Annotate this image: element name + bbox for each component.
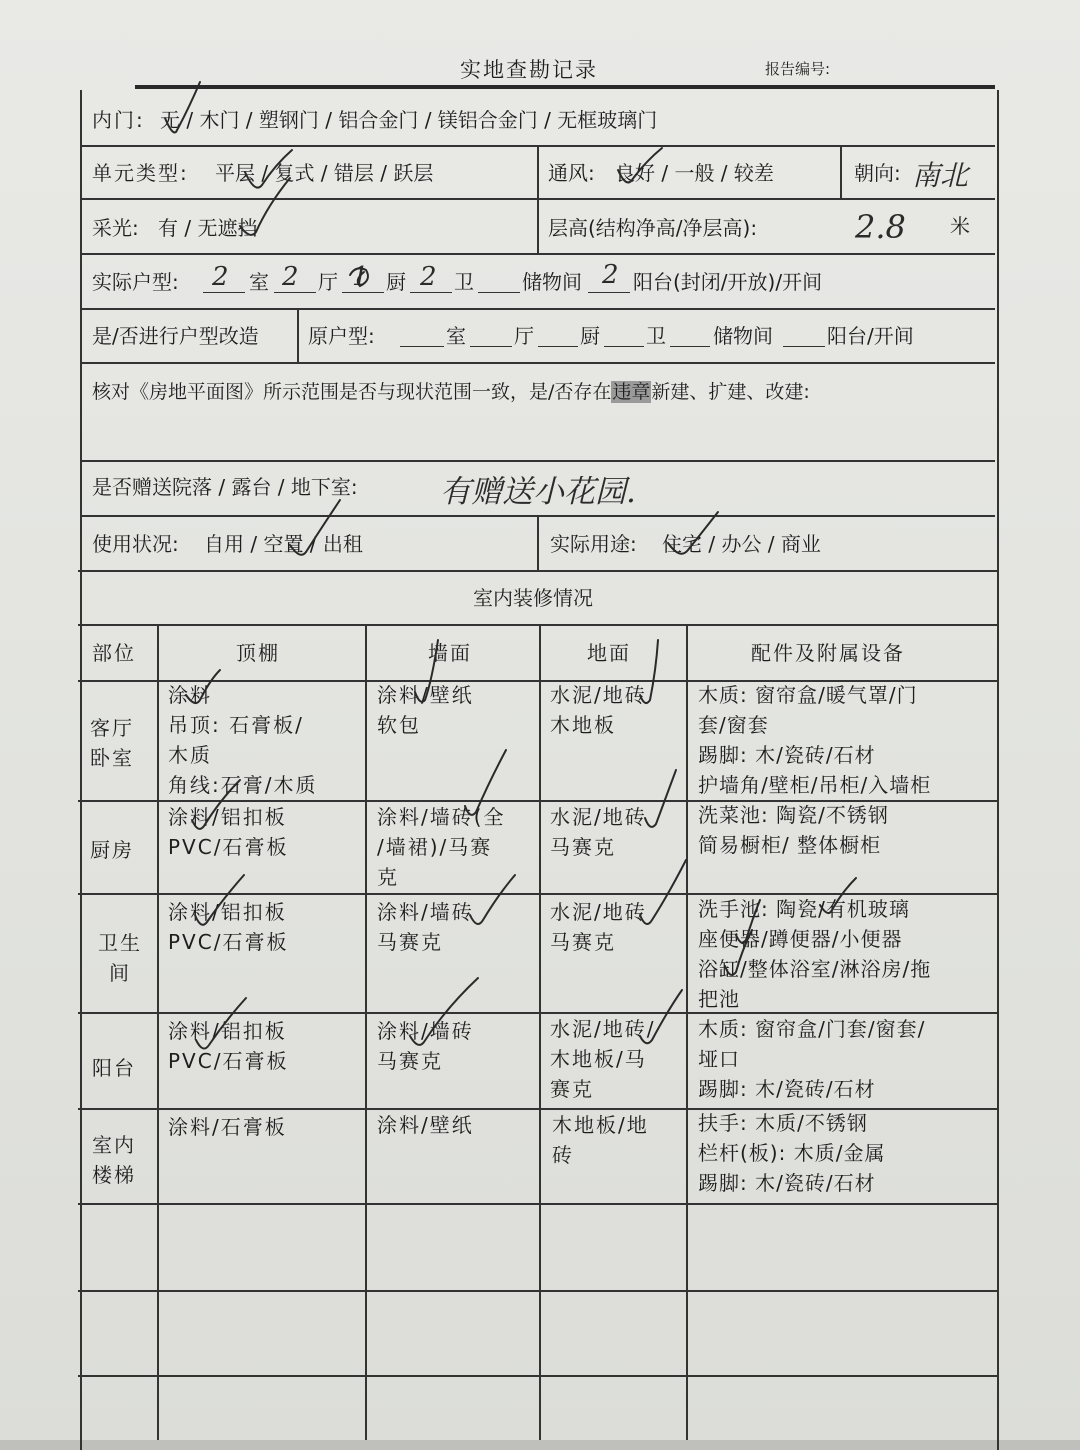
header-wall: 墙面 — [428, 641, 472, 665]
check-text-post: 新建、扩建、改建: — [651, 381, 810, 403]
orig-room-unit: 室 — [446, 324, 466, 348]
top-rule — [135, 85, 995, 89]
wall-bathroom: 涂料/墙砖 马赛克 — [377, 900, 474, 954]
blank-line — [783, 346, 825, 347]
fittings-kitchen: 洗菜池: 陶瓷/不锈钢 简易橱柜/ 整体橱柜 — [698, 803, 889, 857]
floor-living: 水泥/地砖 木地板 — [550, 683, 647, 737]
header-fittings: 配件及附属设备 — [751, 641, 905, 665]
reform-label: 是/否进行户型改造 — [92, 324, 259, 348]
bath-count-handwritten: 2 — [420, 262, 437, 292]
usage-options: 自用 / 空置 / 出租 — [204, 532, 363, 556]
purpose-options: 住宅 / 办公 / 商业 — [662, 532, 821, 556]
ventilation-options: 良好 / 一般 / 较差 — [615, 161, 774, 185]
room-unit: 室 — [249, 270, 269, 294]
balcony-count-handwritten: 2 — [602, 260, 619, 290]
floor-balcony: 水泥/地砖/ 木地板/马 赛克 — [550, 1017, 656, 1101]
divider — [297, 308, 299, 362]
report-number-label: 报告编号: — [765, 60, 831, 78]
divider — [537, 515, 539, 570]
door-options: 无 / 木门 / 塑钢门 / 铝合金门 / 镁铝合金门 / 无框玻璃门 — [160, 108, 658, 132]
divider — [365, 624, 367, 1440]
ventilation-label: 通风: — [548, 161, 595, 185]
page-title: 实地查勘记录 — [460, 58, 598, 82]
blank-line — [538, 346, 578, 347]
yard-label: 是否赠送院落 / 露台 / 地下室: — [92, 475, 358, 499]
layout-label: 实际户型: — [92, 270, 179, 294]
room-count-handwritten: 2 — [212, 262, 229, 292]
blank-line — [670, 346, 710, 347]
ceiling-living: 涂料 吊顶: 石膏板/ 木质 角线:石膏/木质 — [168, 683, 318, 797]
header-floor: 地面 — [587, 641, 631, 665]
original-layout-label: 原户型: — [308, 324, 375, 348]
storage-unit: 储物间 — [522, 270, 582, 294]
check-statement — [92, 383, 810, 402]
orig-kitchen-unit: 厨 — [580, 324, 600, 348]
blank-line — [342, 292, 384, 293]
orig-storage-unit: 储物间 — [713, 324, 773, 348]
blank-line — [274, 292, 316, 293]
blank-line — [470, 346, 512, 347]
door-label: 内门: — [92, 108, 145, 132]
part-living-bedroom: 客厅 卧室 — [90, 716, 134, 770]
floor-bathroom: 水泥/地砖 马赛克 — [550, 900, 647, 954]
divider — [840, 145, 842, 198]
orig-hall-unit: 厅 — [514, 324, 534, 348]
blank-line — [588, 292, 630, 293]
wall-living: 涂料/壁纸 软包 — [377, 683, 474, 737]
ceiling-balcony: 涂料/铝扣板 PVC/石膏板 — [168, 1019, 289, 1073]
hall-count-handwritten: 2 — [282, 262, 299, 292]
purpose-label: 实际用途: — [550, 532, 637, 556]
divider — [78, 1290, 997, 1292]
orig-balcony-unit: 阳台/开间 — [827, 324, 914, 348]
orientation-label: 朝向: — [854, 161, 901, 185]
part-balcony: 阳台 — [92, 1056, 136, 1080]
part-bathroom: 卫生 间 — [98, 931, 142, 985]
usage-label: 使用状况: — [92, 532, 179, 556]
divider — [80, 253, 995, 255]
divider — [80, 308, 995, 310]
check-text-pre: 核对《房地平面图》所示范围是否与现状范围一致，是/否存在 — [92, 381, 612, 403]
divider — [78, 1203, 997, 1205]
hall-unit: 厅 — [318, 270, 338, 294]
divider — [80, 460, 995, 462]
divider — [539, 624, 541, 1440]
divider — [78, 624, 997, 626]
check-text-highlight: 违章 — [612, 381, 651, 403]
bath-unit: 卫 — [454, 270, 474, 294]
divider — [78, 1375, 997, 1377]
fittings-living: 木质: 窗帘盒/暖气罩/门 套/窗套 踢脚: 木/瓷砖/石材 护墙角/壁柜/吊柜/入墙柜 — [698, 683, 932, 797]
unit-type-label: 单元类型: — [92, 161, 189, 185]
lighting-options: 有 / 无遮挡 — [158, 216, 258, 240]
floor-stairs: 木地板/地 砖 — [552, 1113, 649, 1167]
ceiling-bathroom: 涂料/铝扣板 PVC/石膏板 — [168, 900, 289, 954]
wall-kitchen: 涂料/墙砖(全 /墙裙)/马赛 克 — [377, 805, 506, 889]
wall-stairs: 涂料/壁纸 — [377, 1113, 474, 1137]
unit-type-options: 平层 / 复式 / 错层 / 跃层 — [215, 161, 434, 185]
fittings-balcony: 木质: 窗帘盒/门套/窗套/ 垭口 踢脚: 木/瓷砖/石材 — [698, 1017, 926, 1101]
header-ceiling: 顶棚 — [236, 641, 280, 665]
floor-height-handwritten: 2.8 — [855, 208, 906, 246]
floor-height-unit: 米 — [950, 214, 970, 238]
header-part: 部位 — [92, 641, 136, 665]
divider — [537, 145, 539, 253]
balcony-unit: 阳台(封闭/开放)/开间 — [633, 270, 823, 294]
floor-height-label: 层高(结构净高/净层高): — [548, 216, 758, 240]
divider — [686, 624, 688, 1440]
part-stairs: 室内 楼梯 — [92, 1133, 136, 1187]
part-kitchen: 厨房 — [90, 838, 134, 862]
blank-line — [478, 292, 520, 293]
decoration-title: 室内装修情况 — [473, 586, 593, 610]
fittings-bathroom: 洗手池: 陶瓷/有机玻璃 座便器/蹲便器/小便器 浴缸/整体浴室/淋浴房/拖 把池 — [698, 897, 932, 1011]
wall-balcony: 涂料/墙砖 马赛克 — [377, 1019, 474, 1073]
divider — [157, 624, 159, 1440]
blank-line — [400, 346, 444, 347]
orig-bath-unit: 卫 — [646, 324, 666, 348]
fittings-stairs: 扶手: 木质/不锈钢 栏杆(板): 木质/金属 踢脚: 木/瓷砖/石材 — [698, 1111, 886, 1195]
kitchen-unit: 厨 — [386, 270, 406, 294]
yard-handwritten: 有赠送小花园. — [440, 474, 636, 510]
blank-line — [410, 292, 452, 293]
blank-line — [203, 292, 245, 293]
lighting-label: 采光: — [92, 216, 139, 240]
kitchen-count-handwritten: 1 — [352, 262, 369, 292]
divider — [80, 362, 995, 364]
divider — [78, 570, 997, 572]
orientation-handwritten: 南北 — [912, 159, 969, 192]
floor-kitchen: 水泥/地砖 马赛克 — [550, 805, 647, 859]
ceiling-stairs: 涂料/石膏板 — [168, 1115, 287, 1139]
ceiling-kitchen: 涂料/铝扣板 PVC/石膏板 — [168, 805, 289, 859]
blank-line — [604, 346, 644, 347]
